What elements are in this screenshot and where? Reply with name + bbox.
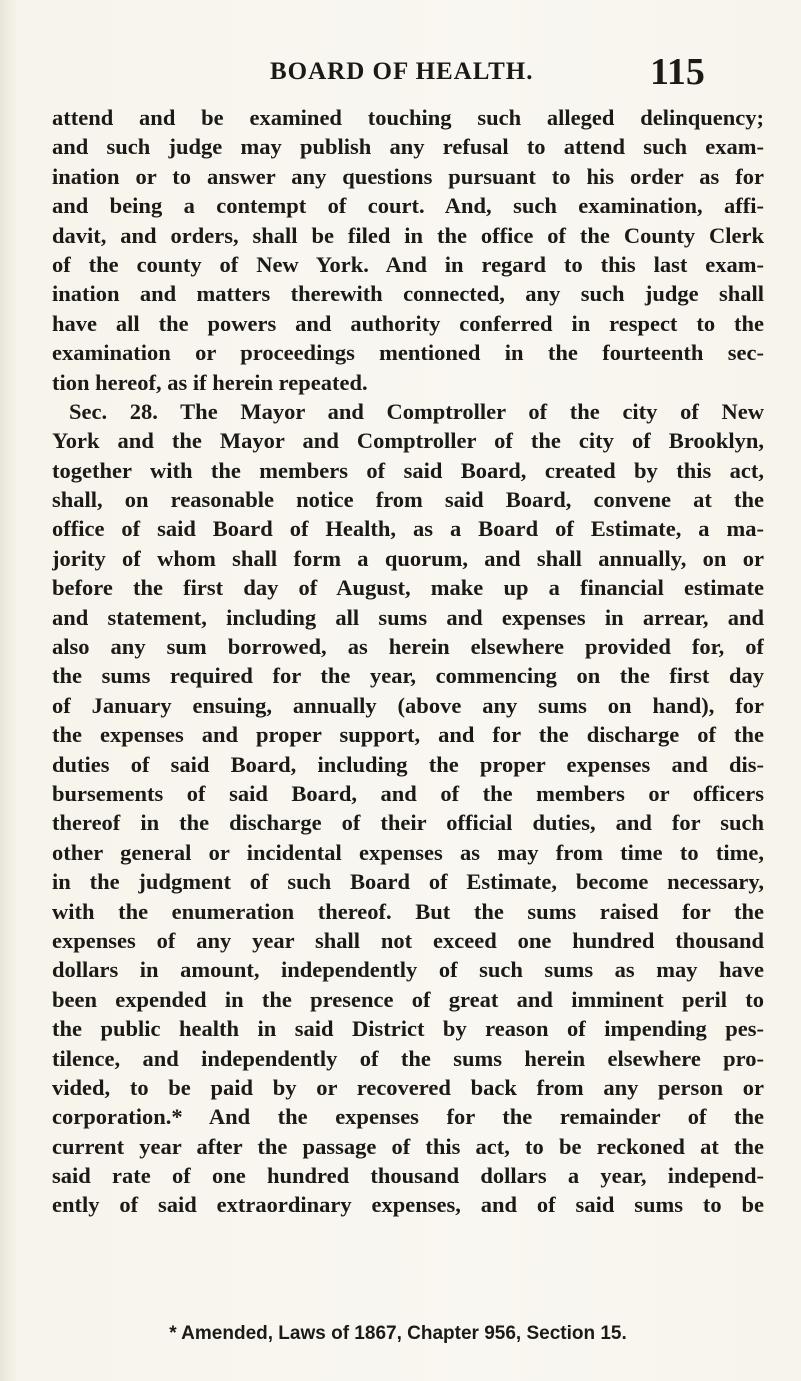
text-line: before the first day of August, make up a financial estimate: [52, 575, 764, 601]
page-header: [40, 50, 760, 94]
text-line: the expenses and proper support, and for the discharge of the: [52, 722, 764, 748]
text-line: other general or incidental expenses as may from time to time,: [52, 839, 764, 865]
text-line: corporation.* And the expenses for the remainder of the: [52, 1104, 764, 1130]
text-line: bursements of said Board, and of the members or officers: [52, 780, 764, 806]
text-line: ently of said extraordinary expenses, and of said sums to be: [52, 1192, 764, 1218]
text-line: and being a contempt of court. And, such examination, affi-: [52, 193, 764, 219]
text-line: expenses of any year shall not exceed one hundred thousand: [52, 927, 764, 953]
text-line: together with the members of said Board, created by this act,: [52, 457, 764, 483]
text-line: also any sum borrowed, as herein elsewhere provided for, of: [52, 634, 764, 660]
text-line: current year after the passage of this act, to be reckoned at the: [52, 1133, 764, 1159]
text-line: of the county of New York. And in regard to this last exam-: [52, 251, 764, 277]
page-number: 115: [650, 51, 705, 93]
text-line: tion hereof, as if herein repeated.: [52, 369, 368, 395]
text-line: been expended in the presence of great and imminent peril to: [52, 986, 764, 1012]
text-line: attend and be examined touching such alleged delinquency;: [52, 105, 764, 130]
section-heading-line: Sec. 28. The Mayor and Comptroller of the city of New: [69, 398, 764, 424]
text-line: thereof in the discharge of their official duties, and for such: [52, 810, 764, 836]
text-line: examination or proceedings mentioned in the fourteenth sec-: [52, 340, 764, 366]
text-line: and statement, including all sums and expenses in arrear, and: [52, 604, 764, 630]
text-line: vided, to be paid by or recovered back from any person or: [52, 1074, 764, 1100]
text-line: in the judgment of such Board of Estimate, become necessary,: [52, 869, 764, 895]
text-line: jority of whom shall form a quorum, and shall annually, on or: [52, 545, 764, 571]
text-line: shall, on reasonable notice from said Board, convene at the: [52, 487, 764, 513]
text-line: duties of said Board, including the proper expenses and dis-: [52, 751, 764, 777]
text-line: have all the powers and authority conferred in respect to the: [52, 310, 764, 336]
text-line: with the enumeration thereof. But the sums raised for the: [52, 898, 764, 924]
text-line: the sums required for the year, commencing on the first day: [52, 663, 764, 689]
text-line: said rate of one hundred thousand dollars a year, independ-: [52, 1163, 764, 1189]
text-line: tilence, and independently of the sums herein elsewhere pro-: [52, 1045, 764, 1071]
text-line: ination and matters therewith connected, any such judge shall: [52, 281, 764, 307]
text-line: office of said Board of Health, as a Board of Estimate, a ma-: [52, 516, 764, 542]
text-line: of January ensuing, annually (above any sums on hand), for: [52, 692, 764, 718]
body-text: [52, 103, 764, 1220]
running-head: BOARD OF HEALTH.: [270, 58, 534, 85]
footnote: * Amended, Laws of 1867, Chapter 956, Section 15.: [169, 1323, 627, 1344]
text-line: davit, and orders, shall be filed in the office of the County Clerk: [52, 222, 764, 248]
text-line: York and the Mayor and Comptroller of the city of Brooklyn,: [52, 428, 764, 454]
text-line: the public health in said District by reason of impending pes-: [52, 1016, 764, 1042]
text-line: dollars in amount, independently of such sums as may have: [52, 957, 764, 983]
text-line: ination or to answer any questions pursuant to his order as for: [52, 163, 764, 189]
text-line: and such judge may publish any refusal to attend such exam-: [52, 134, 764, 160]
